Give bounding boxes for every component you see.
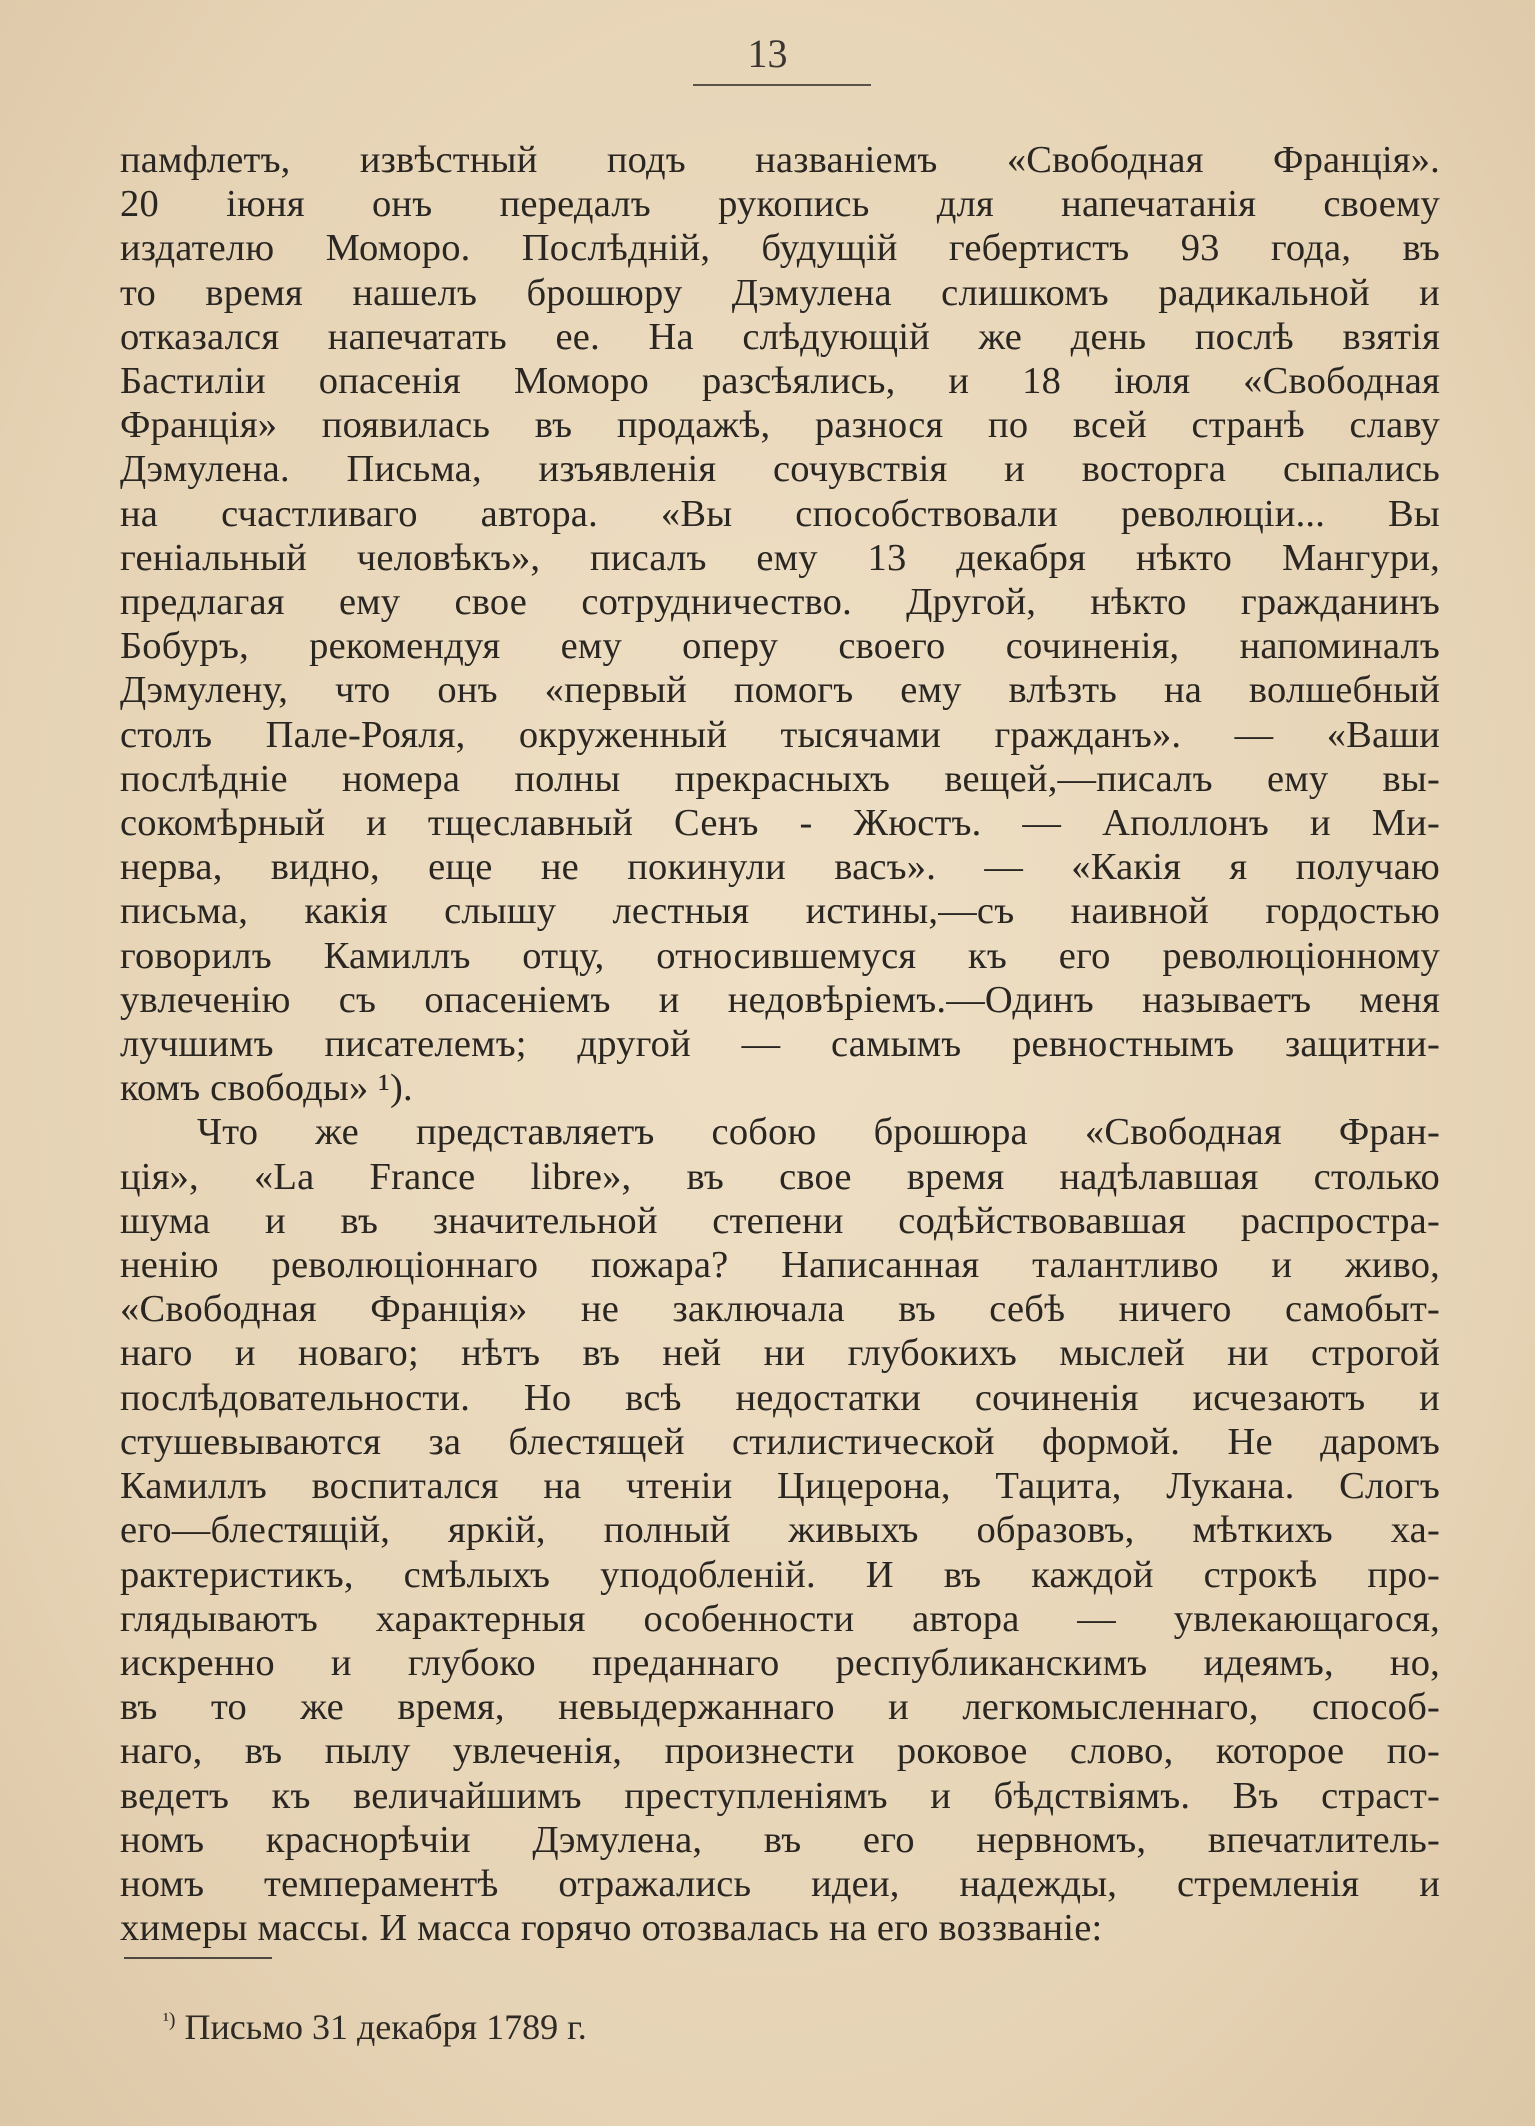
text-line: нерва, видно, еще не покинули васъ». — «Какія я получаю [120,846,1440,889]
footnote-rule [124,1957,272,1959]
text-line: то время нашелъ брошюру Дэмулена слишкомъ радикальной и [120,271,1440,314]
text-line: столъ Пале-Рояля, окруженный тысячами гражданъ». — «Ваши [120,713,1440,756]
text-line: въ то же время, невыдержаннаго и легкомысленнаго, способ- [120,1686,1440,1729]
text-line: письма, какія слышу лестныя истины,—съ наивной гордостью [120,890,1440,933]
text-line: наго, въ пылу увлеченія, произнести роковое слово, которое по- [120,1730,1440,1773]
text-line: предлагая ему свое сотрудничество. Другой, нѣкто гражданинъ [120,581,1440,624]
text-line: рактеристикъ, смѣлыхъ уподобленій. И въ каждой строкѣ про- [120,1553,1440,1596]
text-line: 20 іюня онъ передалъ рукопись для напечатанія своему [120,183,1440,226]
footnote [163,1998,587,2049]
text-line: послѣдовательности. Но всѣ недостатки сочиненія исчезаютъ и [120,1376,1440,1419]
page-number: 13 [747,31,788,76]
paragraph-1 [120,138,1440,1110]
text-line: стушевываются за блестящей стилистической формой. Не даромъ [120,1420,1440,1463]
text-line: искренно и глубоко преданнаго республиканскимъ идеямъ, но, [120,1641,1440,1684]
text-line: увлеченію съ опасеніемъ и недовѣріемъ.—Одинъ называетъ меня [120,978,1440,1021]
text-line: Камиллъ воспитался на чтеніи Цицерона, Тацита, Лукана. Слогъ [120,1465,1440,1508]
text-line: памфлетъ, извѣстный подъ названіемъ «Свободная Франція». [120,139,1440,181]
text-line: Дэмулену, что онъ «первый помогъ ему влѣзть на волшебный [120,669,1440,712]
text-line: глядываютъ характерныя особенности автора — увлекающагося, [120,1597,1440,1640]
text-line: послѣдніе номера полны прекрасныхъ вещей,—писалъ ему вы- [120,757,1440,800]
text-line: ненію революціоннаго пожара? Написанная талантливо и живо, [120,1244,1440,1287]
paragraph-2 [120,1110,1440,1950]
text-line: шума и въ значительной степени содѣйствовавшая распростра- [120,1199,1440,1242]
text-line: комъ свободы» ¹). [120,1067,413,1110]
text-line: Франція» появилась въ продажѣ, разнося по всей странѣ славу [120,404,1440,447]
text-line: номъ краснорѣчіи Дэмулена, въ его нервномъ, впечатлитель- [120,1818,1440,1861]
text-line: наго и новаго; нѣтъ въ ней ни глубокихъ мыслей ни строгой [120,1332,1440,1375]
text-line: лучшимъ писателемъ; другой — самымъ ревностнымъ защитни- [120,1023,1440,1066]
text-line: «Свободная Франція» не заключала въ себѣ ничего самобыт- [120,1288,1440,1331]
text-line: отказался напечатать ее. На слѣдующій же день послѣ взятія [120,315,1440,358]
text-line: сокомѣрный и тщеславный Сенъ - Жюстъ. — Аполлонъ и Ми- [120,802,1440,845]
footnote-marker: ¹) [163,2009,176,2031]
text-line: геніальный человѣкъ», писалъ ему 13 декабря нѣкто Мангури, [120,536,1440,579]
body-text [120,138,1440,1950]
text-line: издателю Моморо. Послѣдній, будущій гебертистъ 93 года, въ [120,227,1440,270]
header-rule [693,84,871,86]
text-line: на счастливаго автора. «Вы способствовали революціи... Вы [120,492,1440,535]
text-line: его—блестящій, яркій, полный живыхъ образовъ, мѣткихъ ха- [120,1509,1440,1552]
text-line: говорилъ Камиллъ отцу, относившемуся къ его революціонному [120,934,1440,977]
text-line: Дэмулена. Письма, изъявленія сочувствія и восторга сыпались [120,448,1440,491]
text-line: химеры массы. И масса горячо отозвалась на его воззваніе: [120,1907,1103,1950]
text-line: номъ темпераментѣ отражались идеи, надежды, стремленія и [120,1862,1440,1905]
footnote-text: Письмо 31 декабря 1789 г. [184,2006,587,2047]
text-line: ведетъ къ величайшимъ преступленіямъ и бѣдствіямъ. Въ страст- [120,1774,1440,1817]
text-line: Бобуръ, рекомендуя ему оперу своего сочиненія, напоминалъ [120,625,1440,668]
text-line: ція», «La France libre», въ свое время надѣлавшая столько [120,1155,1440,1198]
text-line: Что же представляетъ собою брошюра «Свободная Фран- [197,1111,1440,1154]
text-line: Бастиліи опасенія Моморо разсѣялись, и 18 іюля «Свободная [120,360,1440,403]
